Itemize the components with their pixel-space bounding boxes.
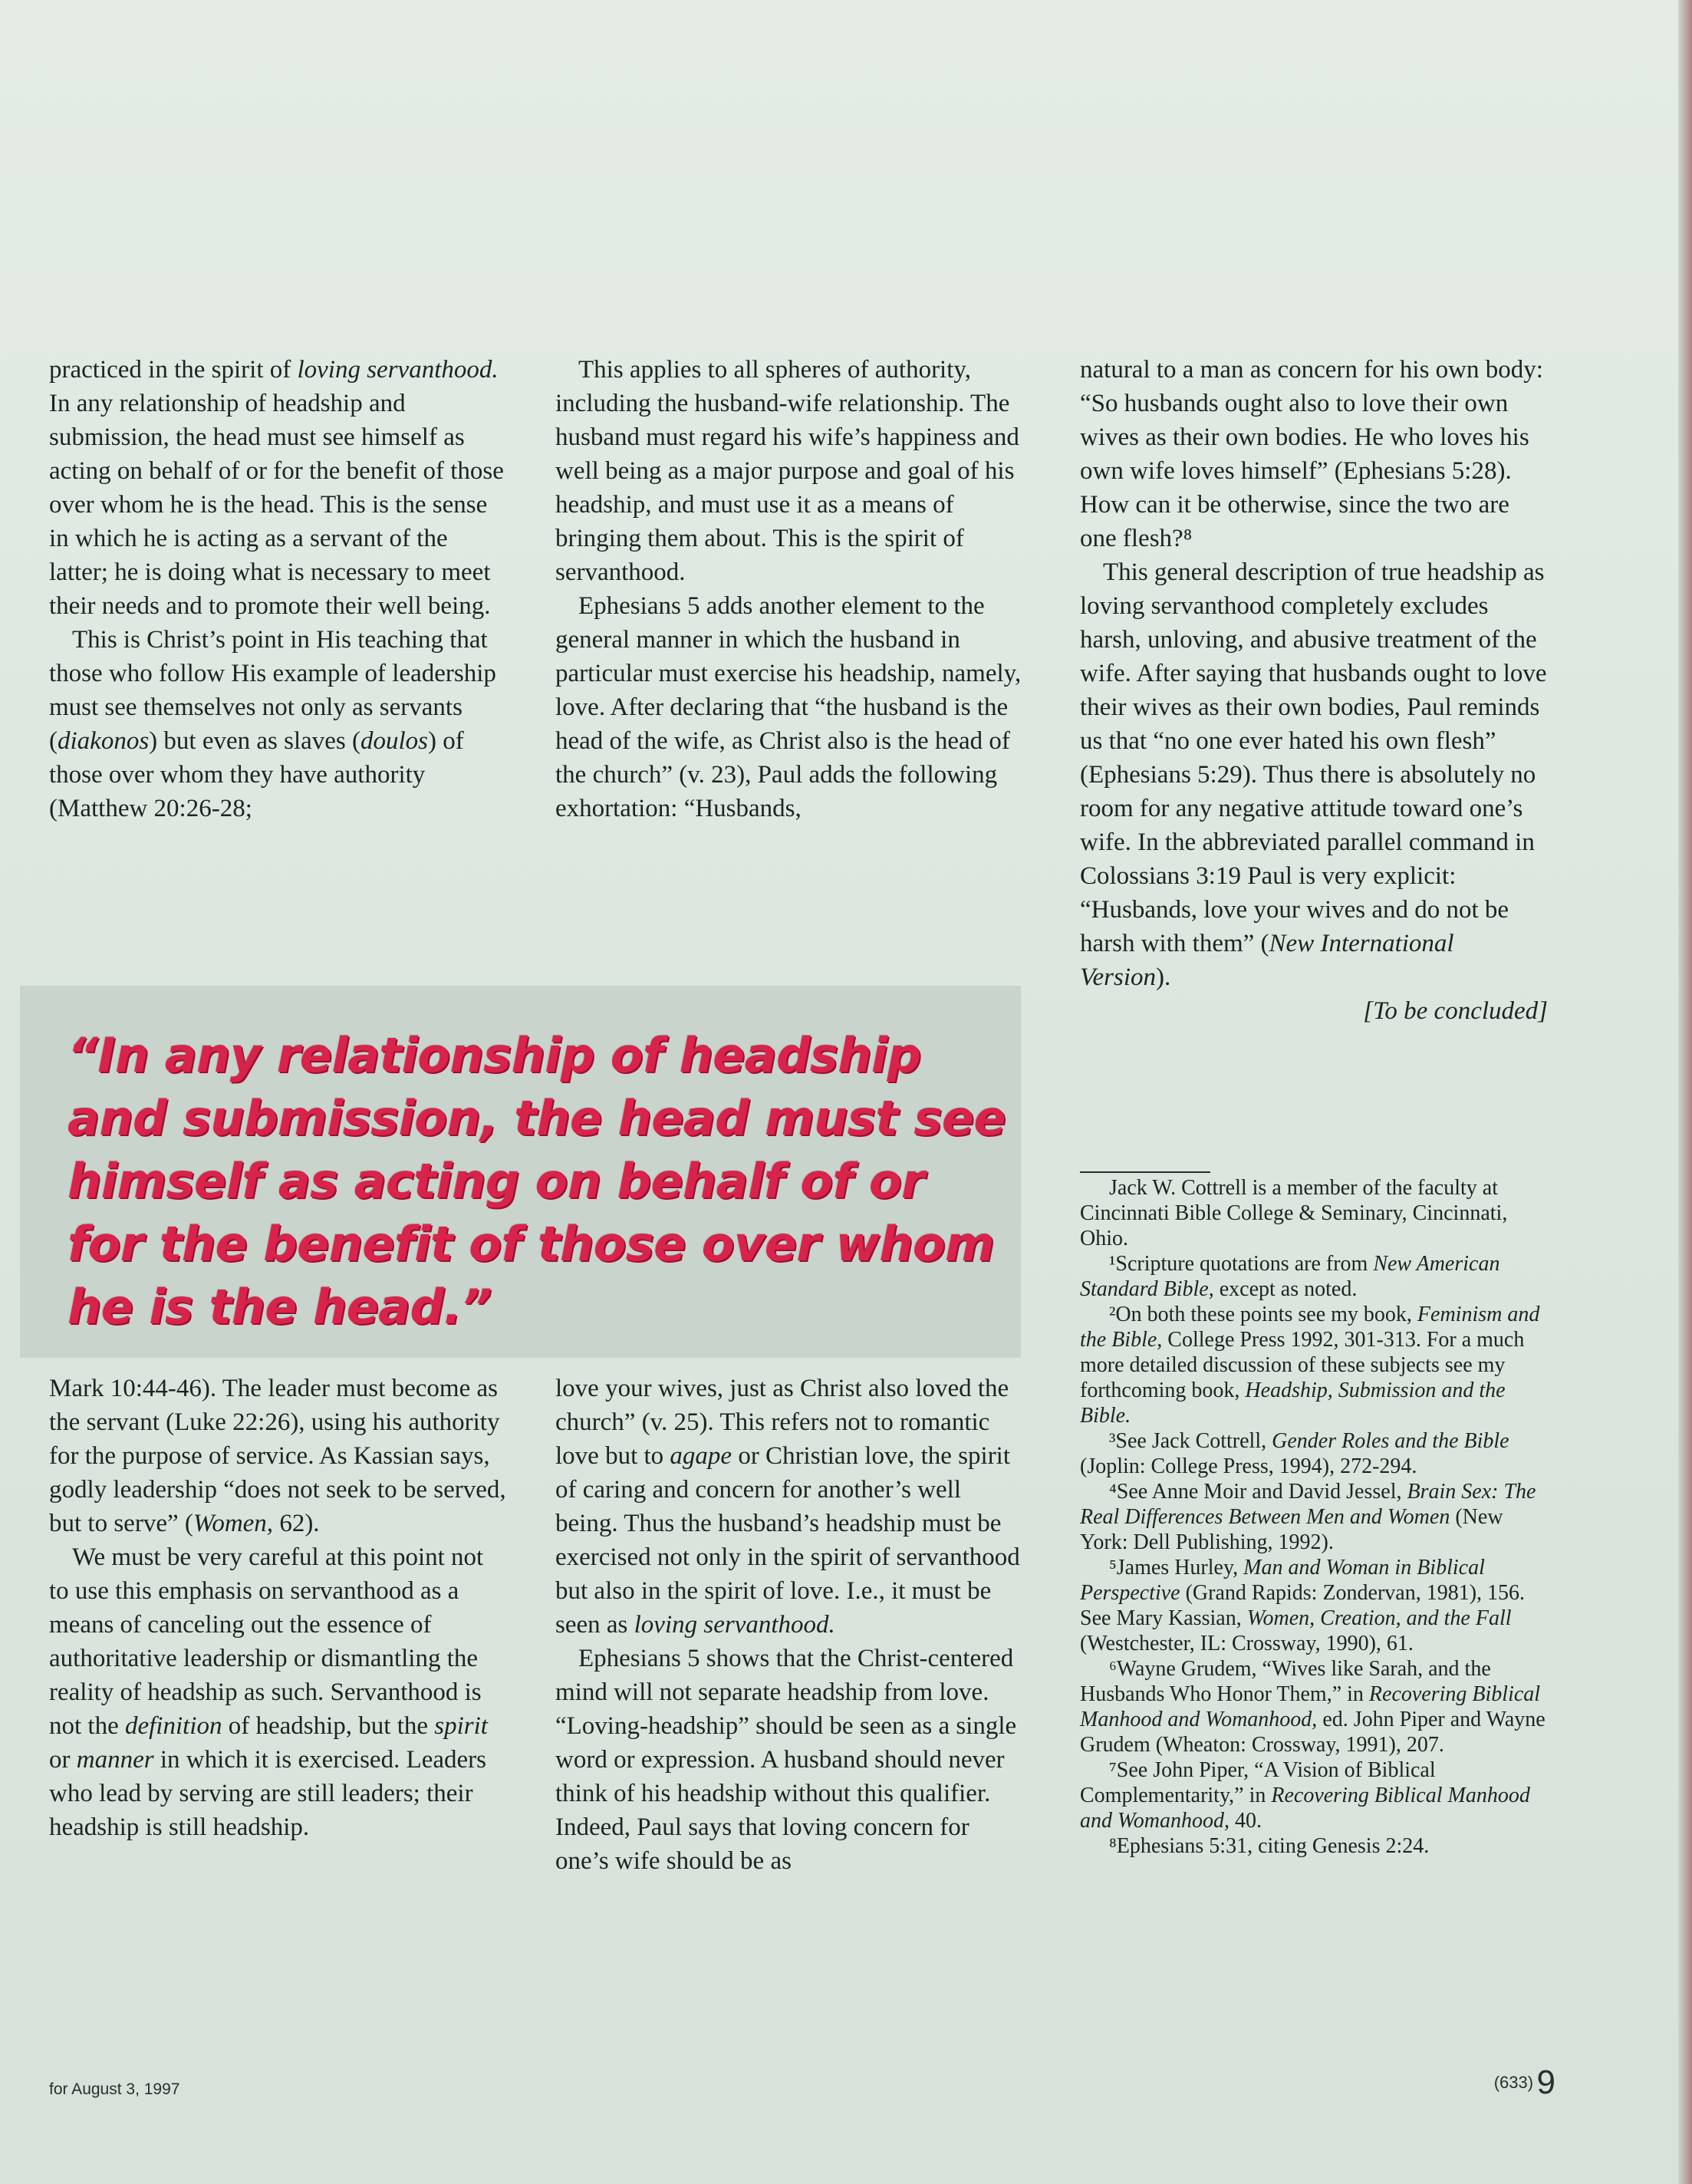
footnotes [1080,1175,1549,1859]
paragraph: This applies to all spheres of authority, including the husband-wife relationship. The husband must regard his wife’s happiness and well being as a major purpose and goal of his headship, and must use it as a means of bringing them about. This is the spirit of servanthood. [555,356,1019,586]
paragraph: This general description of true headship as loving servanthood completely excludes harsh, unloving, and abusive treatment of the wife. After saying that husbands ought to love their wives as their own bodies, Paul reminds us that “no one ever hated his own flesh” (Ephesians 5:29). Thus there is absolutely no room for any negative attitude toward one’s wife. In the abbreviated parallel command in Colossians 3:19 Paul is very explicit: “Husbands, love your wives and do not be harsh with them” (New International Version). [1080,558,1547,991]
footnote-8: ⁸Ephesians 5:31, citing Genesis 2:24. [1109,1834,1430,1858]
column-2-bottom [555,1372,1023,1878]
author-bio: Jack W. Cottrell is a member of the faculty at Cincinnati Bible College & Seminary, Cincinnati, Ohio. [1080,1176,1508,1250]
page-number: 9 [1536,2064,1555,2101]
paragraph: natural to a man as concern for his own body: “So husbands ought also to love their own wives as their own bodies. He who loves his own wife loves himself” (Ephesians 5:28). How can it be otherwise, since the two are one flesh?⁸ [1080,356,1543,552]
column-3 [1080,353,1548,1028]
footnote-5: ⁵James Hurley, Man and Woman in Biblical Perspective (Grand Rapids: Zondervan, 1981), 156. See Mary Kassian, Women, Creation, and the Fall (Westchester, IL: Crossway, 1990), 61. [1080,1556,1526,1655]
column-1-bottom [49,1372,509,1844]
to-be-concluded: [To be concluded] [1363,997,1548,1025]
issue-date: for August 3, 1997 [49,2080,180,2098]
paragraph: Ephesians 5 adds another element to the general manner in which the husband in particular must exercise his headship, namely, love. After declaring that “the husband is the head of the wife, as Christ also is the head of the church” (v. 23), Paul adds the following exhortation: “Husbands, [555,592,1022,822]
footnote-2: ²On both these points see my book, Feminism and the Bible, College Press 1992, 301-313. For a much more detailed discussion of these subjects see my forthcoming book, Headship, Submission and the Bible. [1080,1303,1540,1428]
pull-quote-box [20,986,1021,1358]
footnote-7: ⁷See John Piper, “A Vision of Biblical Complementarity,” in Recovering Biblical Manhood and Womanhood, 40. [1080,1758,1530,1833]
paragraph: We must be very careful at this point not to use this emphasis on servanthood as a means of canceling out the essence of authoritative leadership or dismantling the reality of headship as such. Servanthood is not the definition of headship, but the spirit or manner in which it is exercised. Leaders who lead by serving are still leaders; their headship is still headship. [49,1543,488,1841]
paragraph: practiced in the spirit of loving servanthood. In any relationship of headship and submission, the head must see himself as acting on behalf of or for the benefit of those over whom he is the head. This is the sense in which he is acting as a servant of the latter; he is doing what is necessary to meet their needs and to promote their well being. [49,356,504,620]
pull-quote: “In any relationship of headship and submission, the head must see himself as acting on behalf of or for the benefit of those over whom he is the head.” [67,1027,1006,1335]
paragraph: Ephesians 5 shows that the Christ-centered mind will not separate headship from love. “Loving-headship” should be seen as a single word or expression. A husband should never think of his headship without this qualifier. Indeed, Paul says that loving concern for one’s wife should be as [555,1645,1017,1875]
page-number-block [1494,2064,1555,2102]
page-edge [1678,0,1692,2184]
footnote-4: ⁴See Anne Moir and David Jessel, Brain Sex: The Real Differences Between Men and Women (New York: Dell Publishing, 1992). [1080,1480,1536,1554]
page-code: (633) [1493,2073,1534,2092]
footnote-divider [1080,1171,1210,1173]
footnote-1: ¹Scripture quotations are from New American Standard Bible, except as noted. [1080,1252,1500,1301]
paragraph: This is Christ’s point in His teaching that those who follow His example of leadership must see themselves not only as servants (diakonos) but even as slaves (doulos) of those over whom they have authority (Matthew 20:26-28; [49,626,496,822]
paragraph: love your wives, just as Christ also loved the church” (v. 25). This refers not to romantic love but to agape or Christian love, the spirit of caring and concern for another’s well being. Thus the husband’s headship must be exercised not only in the spirit of servanthood but also in the spirit of love. I.e., it must be seen as loving servanthood. [555,1375,1020,1639]
column-1-top [49,353,509,825]
footnote-3: ³See Jack Cottrell, Gender Roles and the Bible (Joplin: College Press, 1994), 272-294. [1080,1429,1509,1478]
footnote-6: ⁶Wayne Grudem, “Wives like Sarah, and the Husbands Who Honor Them,” in Recovering Biblical Manhood and Womanhood, ed. John Piper and Wayne Grudem (Wheaton: Crossway, 1991), 207. [1080,1657,1546,1757]
paragraph: Mark 10:44-46). The leader must become as the servant (Luke 22:26), using his authority for the purpose of service. As Kassian says, godly leadership “does not seek to be served, but to serve” (Women, 62). [49,1375,506,1537]
column-2-top [555,353,1023,825]
